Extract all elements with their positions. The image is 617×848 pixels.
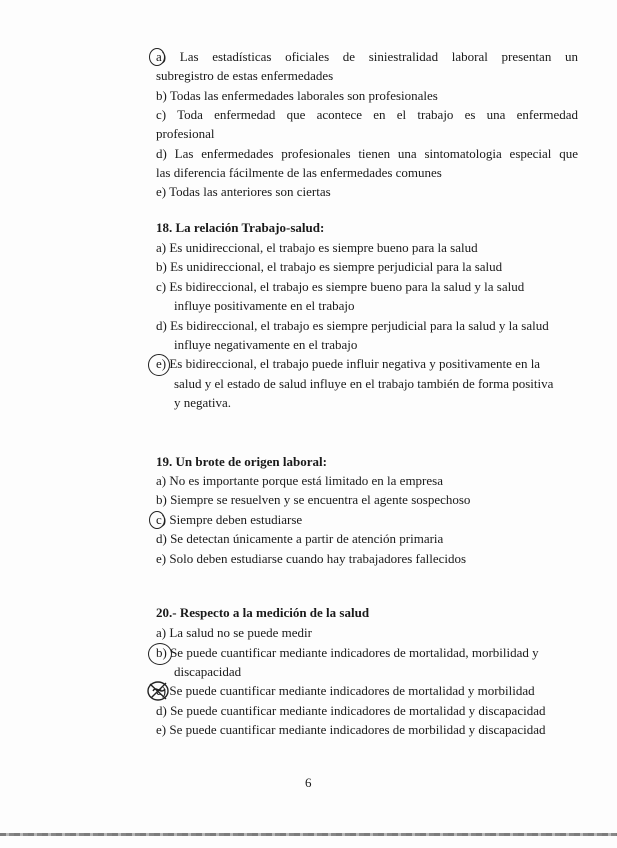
question-title: 18. La relación Trabajo-salud: bbox=[156, 220, 325, 235]
question-title: 20.- Respecto a la medición de la salud bbox=[156, 605, 370, 620]
option-a-line2: subregistro de estas enfermedades bbox=[156, 68, 334, 83]
option-a-line1: a) Las estadísticas oficiales de siniestralidad laboral presentan un bbox=[156, 49, 578, 64]
option-d-line1: d) Las enfermedades profesionales tienen una sintomatologia especial que bbox=[156, 146, 578, 161]
option-e: e) Se puede cuantificar mediante indicadores de morbilidad y discapacidad bbox=[156, 722, 546, 737]
option-b: b) Siempre se resuelven y se encuentra el agente sospechoso bbox=[156, 492, 471, 507]
option-e-line1: e) Es bidireccional, el trabajo puede influir negativa y positivamente en la bbox=[156, 356, 541, 371]
option-c-line1: c) Toda enfermedad que acontece en el trabajo es una enfermedad bbox=[156, 107, 578, 122]
option-c-line2: influye positivamente en el trabajo bbox=[174, 298, 355, 313]
option-a: a) Es unidireccional, el trabajo es siempre bueno para la salud bbox=[156, 240, 478, 255]
answer-circle-mark bbox=[148, 643, 172, 665]
question-title: 19. Un brote de origen laboral: bbox=[156, 454, 327, 469]
option-c: c) Se puede cuantificar mediante indicadores de mortalidad y morbilidad bbox=[156, 683, 535, 698]
option-d-line1: d) Es bidireccional, el trabajo es siempre perjudicial para la salud y la salud bbox=[156, 318, 549, 333]
option-a: a) No es importante porque está limitado en la empresa bbox=[156, 473, 443, 488]
option-d: d) Se puede cuantificar mediante indicadores de mortalidad y discapacidad bbox=[156, 703, 546, 718]
option-d-line2: influye negativamente en el trabajo bbox=[174, 337, 358, 352]
option-b-line1: b) Se puede cuantificar mediante indicadores de mortalidad, morbilidad y bbox=[156, 645, 539, 660]
option-d-line2: las diferencia fácilmente de las enfermedades comunes bbox=[156, 165, 442, 180]
option-c: c) Siempre deben estudiarse bbox=[156, 512, 303, 527]
option-b-line2: discapacidad bbox=[174, 664, 242, 679]
page-number: 6 bbox=[305, 775, 312, 790]
option-d: d) Se detectan únicamente a partir de atención primaria bbox=[156, 531, 444, 546]
option-e-line3: y negativa. bbox=[174, 395, 232, 410]
answer-circle-mark bbox=[149, 511, 165, 529]
scribble-cross-mark bbox=[146, 679, 172, 703]
option-b: b) Es unidireccional, el trabajo es siempre perjudicial para la salud bbox=[156, 259, 503, 274]
option-a: a) La salud no se puede medir bbox=[156, 625, 312, 640]
option-e: e) Solo deben estudiarse cuando hay trabajadores fallecidos bbox=[156, 551, 467, 566]
answer-circle-mark bbox=[148, 354, 170, 376]
option-c-line1: c) Es bidireccional, el trabajo es siempre bueno para la salud y la salud bbox=[156, 279, 525, 294]
option-b: b) Todas las enfermedades laborales son profesionales bbox=[156, 88, 438, 103]
scan-edge-artifact bbox=[0, 833, 617, 836]
option-e: e) Todas las anteriores son ciertas bbox=[156, 184, 331, 199]
option-e-line2: salud y el estado de salud influye en el trabajo también de forma positiva bbox=[174, 376, 554, 391]
option-c-line2: profesional bbox=[156, 126, 215, 141]
answer-circle-mark bbox=[149, 48, 165, 66]
